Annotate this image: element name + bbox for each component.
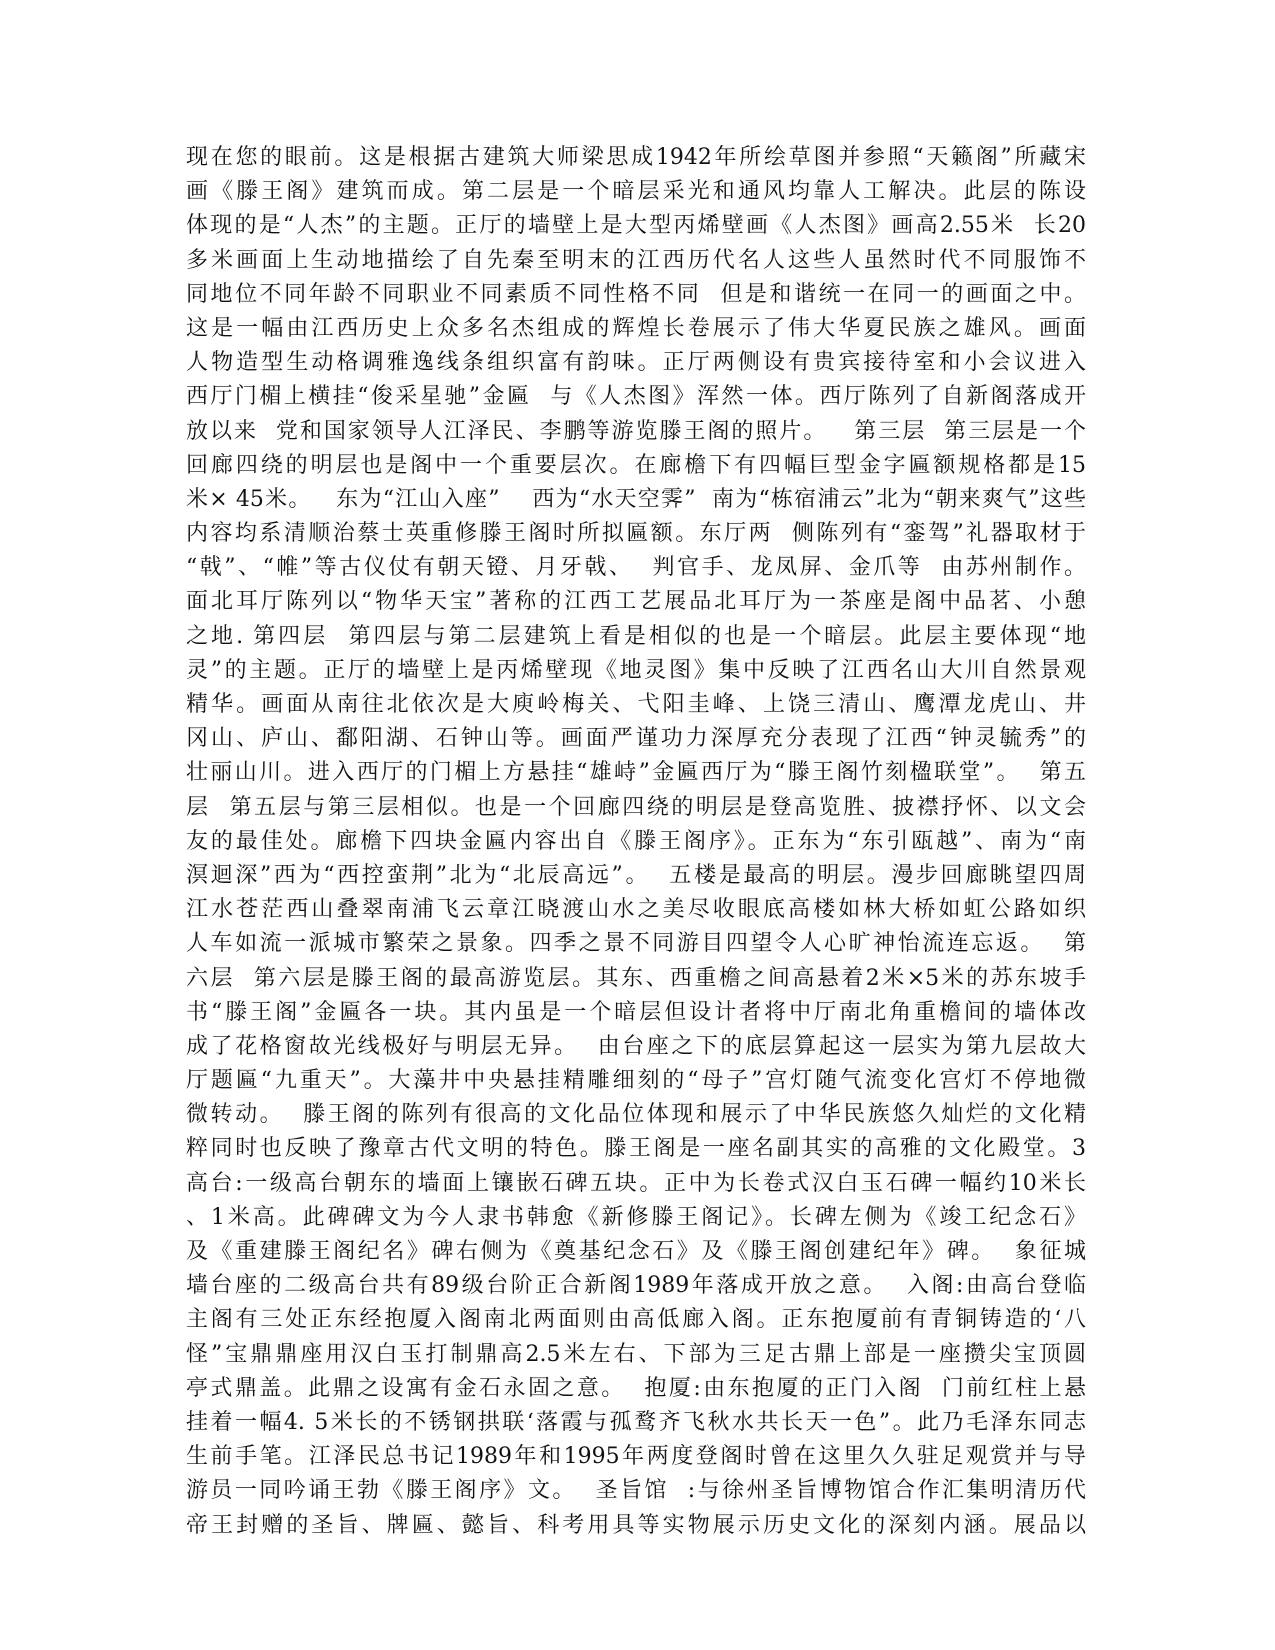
text-line: 现在您的眼前。这是根据古建筑大师梁思成1942年所绘草图并参照“天籁阁”所藏宋	[186, 145, 1086, 170]
text-line: 友的最佳处。廊檐下四块金匾内容出自《滕王阁序》。正东为“东引瓯越”、南为“南	[186, 828, 1086, 854]
text-line: 及《重建滕王阁纪名》碑右侧为《奠基纪念石》及《滕王阁创建纪年》碑。 象征城	[186, 1239, 1086, 1264]
text-line: 微转动。 滕王阁的陈列有很高的文化品位体现和展示了中华民族悠久灿烂的文化精	[186, 1102, 1086, 1128]
text-line: 、1米高。此碑碑文为今人隶书韩愈《新修滕王阁记》。长碑左侧为《竣工纪念石》	[186, 1204, 1086, 1230]
text-line: 溟迴深”西为“西控蛮荆”北为“北辰高远”。 五楼是最高的明层。漫步回廊眺望四周	[186, 862, 1086, 888]
text-line: 主阁有三处正东经抱厦入阁南北两面则由高低廊入阁。正东抱厦前有青铜铸造的‘八	[186, 1307, 1086, 1333]
text-line: 墙台座的二级高台共有89级台阶正合新阁1989年落成开放之意。 入阁:由高台登临	[186, 1273, 1086, 1299]
text-line: 人物造型生动格调雅逸线条组织富有韵味。正厅两侧设有贵宾接待室和小会议进入	[186, 350, 1086, 376]
text-line: 高台:一级高台朝东的墙面上镶嵌石碑五块。正中为长卷式汉白玉石碑一幅约10米长	[186, 1170, 1086, 1196]
text-line: 怪”宝鼎鼎座用汉白玉打制鼎高2.5米左右、下部为三足古鼎上部是一座攒尖宝顶圆	[186, 1341, 1086, 1367]
text-line: 西厅门楣上横挂“俊采星驰”金匾 与《人杰图》浑然一体。西厅陈列了自新阁落成开	[186, 384, 1086, 410]
text-line: 画《滕王阁》建筑而成。第二层是一个暗层采光和通风均靠人工解决。此层的陈设	[186, 179, 1086, 205]
text-line: 面北耳厅陈列以“物华天宝”著称的江西工艺展品北耳厅为一茶座是阁中品茗、小憩	[186, 589, 1086, 615]
text-line: 多米画面上生动地描绘了自先秦至明末的江西历代名人这些人虽然时代不同服饰不	[186, 247, 1086, 273]
text-line: 成了花格窗故光线极好与明层无异。 由台座之下的底层算起这一层实为第九层故大	[186, 1033, 1086, 1059]
text-line: 同地位不同年龄不同职业不同素质不同性格不同 但是和谐统一在同一的画面之中。	[186, 281, 1086, 307]
text-line: 精华。画面从南往北依次是大庾岭梅关、弋阳圭峰、上饶三清山、鹰潭龙虎山、井	[186, 692, 1086, 717]
text-line: 亭式鼎盖。此鼎之设寓有金石永固之意。 抱厦:由东抱厦的正门入阁 门前红柱上悬	[186, 1375, 1086, 1401]
text-line: 游员一同吟诵王勃《滕王阁序》文。 圣旨馆 :与徐州圣旨博物馆合作汇集明清历代	[186, 1478, 1086, 1504]
text-line: 书“滕王阁”金匾各一块。其内虽是一个暗层但设计者将中厅南北角重檐间的墙体改	[186, 999, 1086, 1025]
text-line: 帝王封赠的圣旨、牌匾、懿旨、科考用具等实物展示历史文化的深刻内涵。展品以	[186, 1512, 1086, 1538]
body-text	[186, 141, 1086, 1543]
text-line: 粹同时也反映了豫章古代文明的特色。滕王阁是一座名副其实的高雅的文化殿堂。3	[186, 1136, 1086, 1162]
text-line: 厅题匾“九重天”。大藻井中央悬挂精雕细刻的“母子”宫灯随气流变化宫灯不停地微	[186, 1068, 1086, 1094]
text-line: 六层 第六层是滕王阁的最高游览层。其东、西重檐之间高悬着2米×5米的苏东坡手	[186, 965, 1086, 991]
text-line: 壮丽山川。进入西厅的门楣上方悬挂“雄峙”金匾西厅为“滕王阁竹刻楹联堂”。 第五	[186, 760, 1086, 786]
text-line: 内容均系清顺治蔡士英重修滕王阁时所拟匾额。东厅两 侧陈列有“銮驾”礼器取材于	[186, 521, 1086, 547]
text-line: 放以来 党和国家领导人江泽民、李鹏等游览滕王阁的照片。 第三层 第三层是一个	[186, 418, 1086, 444]
text-line: 层 第五层与第三层相似。也是一个回廊四绕的明层是登高览胜、披襟抒怀、以文会	[186, 794, 1086, 820]
text-line: 江水苍茫西山叠翠南浦飞云章江晓渡山水之美尽收眼底高楼如林大桥如虹公路如织	[186, 897, 1086, 923]
text-line: 回廊四绕的明层也是阁中一个重要层次。在廊檐下有四幅巨型金字匾额规格都是15	[186, 452, 1086, 478]
text-line: 人车如流一派城市繁荣之景象。四季之景不同游目四望令人心旷神怡流连忘返。 第	[186, 931, 1086, 957]
text-line: 挂着一幅4. 5米长的不锈钢拱联‘落霞与孤鹜齐飞秋水共长天一色”。此乃毛泽东同志	[186, 1409, 1086, 1435]
text-line: 之地. 第四层 第四层与第二层建筑上看是相似的也是一个暗层。此层主要体现“地	[186, 623, 1086, 649]
text-line: 体现的是“人杰”的主题。正厅的墙壁上是大型丙烯壁画《人杰图》画高2.55米 长20	[186, 213, 1086, 239]
text-line: 米× 45米。 东为“江山入座” 西为“水天空霁” 南为“栋宿浦云”北为“朝来爽气”这些	[186, 486, 1086, 512]
text-line: 生前手笔。江泽民总书记1989年和1995年两度登阁时曾在这里久久驻足观赏并与导	[186, 1444, 1086, 1470]
text-line: “戟”、“帷”等古仪仗有朝天镫、月牙戟、 判官手、龙凤屏、金爪等 由苏州制作。	[186, 555, 1086, 581]
text-line: 冈山、庐山、鄱阳湖、石钟山等。画面严谨功力深厚充分表现了江西“钟灵毓秀”的	[186, 726, 1086, 752]
text-line: 灵”的主题。正厅的墙壁上是丙烯壁现《地灵图》集中反映了江西名山大川自然景观	[186, 657, 1086, 683]
text-line: 这是一幅由江西历史上众多名杰组成的辉煌长卷展示了伟大华夏民族之雄风。画面	[186, 315, 1086, 341]
